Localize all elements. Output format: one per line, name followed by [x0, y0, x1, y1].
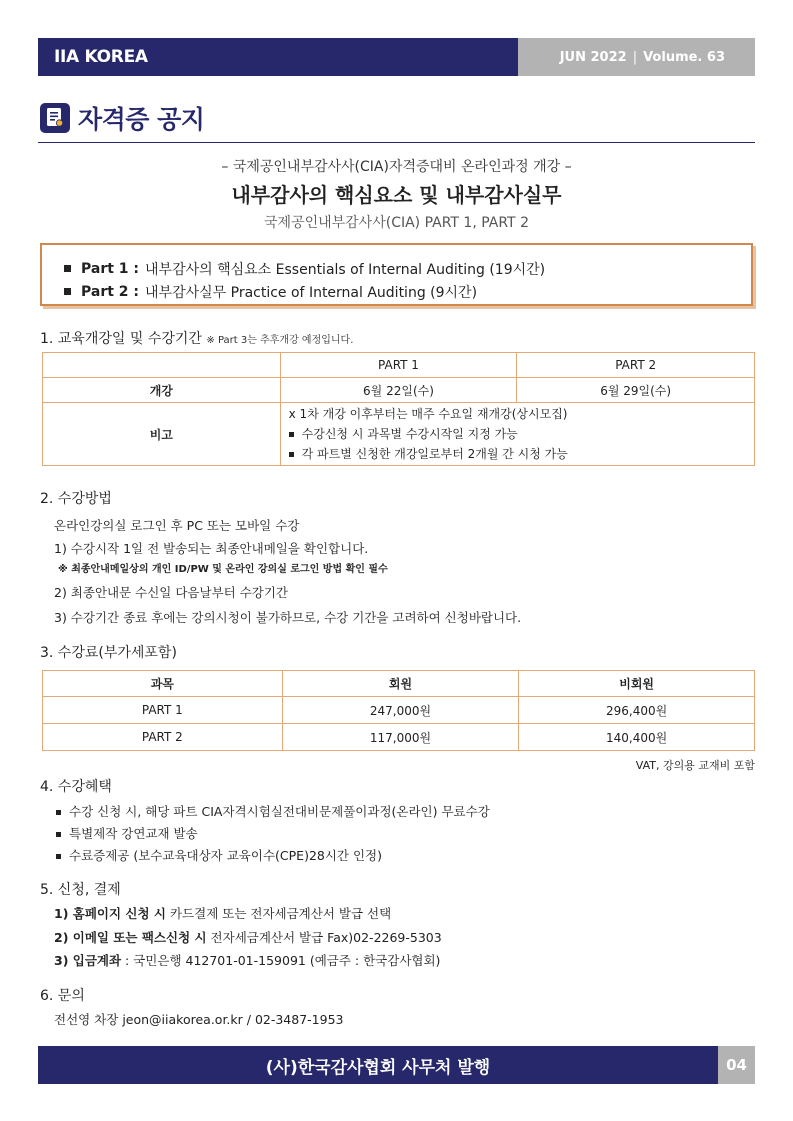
section-1-title: 1. 교육개강일 및 수강기간 — [40, 331, 202, 347]
course-title: 내부감사의 핵심요소 및 내부감사실무 — [231, 183, 562, 207]
section-1-note: ※ Part 3는 추후개강 예정입니다. — [206, 335, 354, 346]
payment-method: 2) 이메일 또는 팩스신청 시 — [54, 930, 207, 945]
payment-detail: : 국민은행 412701-01-159091 (예금주 : 한국감사협회) — [121, 953, 441, 968]
table-cell: 247,000원 — [282, 697, 519, 724]
section-1-heading — [40, 328, 353, 348]
table-header-cell: 비회원 — [519, 671, 755, 697]
table-cell: 140,400원 — [519, 724, 755, 751]
part-text: 내부감사실무 Practice of Internal Auditing (9시간) — [145, 284, 478, 301]
part-label: Part 1 : — [81, 260, 140, 277]
parts-box — [40, 243, 753, 306]
section-2-step: 3) 수강기간 종료 후에는 강의시청이 불가하므로, 수강 기간을 고려하여 신청바랍니다. — [54, 610, 522, 625]
payment-method: 3) 입금계좌 — [54, 953, 122, 968]
remark-text: 수강신청 시 과목별 수강시작일 지정 가능 — [301, 427, 518, 441]
remark-line — [289, 444, 754, 464]
benefit-text: 수료증제공 (보수교육대상자 교육이수(CPE)28시간 인정) — [69, 848, 382, 863]
table-cell: 6월 22일(수) — [280, 378, 517, 403]
fee-note: VAT, 강의용 교재비 포함 — [635, 759, 755, 772]
section-5-title: 5. 신청, 결제 — [40, 882, 121, 898]
table-cell: PART 1 — [43, 697, 283, 724]
payment-item — [54, 904, 391, 922]
certificate-icon — [40, 103, 70, 133]
table-row — [43, 697, 755, 724]
section-4-title: 4. 수강혜택 — [40, 779, 112, 795]
payment-detail: 전자세금계산서 발급 Fax)02-2269-5303 — [206, 930, 442, 945]
issue-date: JUN 2022 — [559, 49, 627, 65]
table-row — [43, 353, 755, 378]
remark-text: 각 파트별 신청한 개강일로부터 2개월 간 시청 가능 — [301, 447, 568, 461]
table-cell: 6월 29일(수) — [517, 378, 755, 403]
issue-volume: Volume. 63 — [643, 49, 725, 65]
table-cell: 117,000원 — [282, 724, 519, 751]
square-bullet-icon — [56, 810, 61, 815]
issue-separator: | — [632, 49, 638, 65]
square-bullet-icon — [289, 452, 294, 457]
benefit-item — [56, 824, 198, 842]
section-2-step: 1) 수강시작 1일 전 발송되는 최종안내메일을 확인합니다. — [54, 541, 369, 556]
section-2-title: 2. 수강방법 — [40, 491, 112, 507]
table-header-cell: 과목 — [43, 671, 283, 697]
issue-info — [518, 38, 755, 76]
section-2-intro: 온라인강의실 로그인 후 PC 또는 모바일 수강 — [54, 518, 300, 533]
section-2-step-note: ※ 최종안내메일상의 개인 ID/PW 및 온라인 강의실 로그인 방법 확인 필수 — [58, 564, 388, 575]
course-overline: – 국제공인내부감사사(CIA)자격증대비 온라인과정 개강 – — [221, 159, 572, 175]
section-2-step: 2) 최종안내문 수신일 다음날부터 수강기간 — [54, 585, 288, 600]
table-header-cell: PART 1 — [280, 353, 517, 378]
table-row — [43, 671, 755, 697]
benefit-item — [56, 802, 490, 820]
remark-line — [289, 424, 754, 444]
section-6-title: 6. 문의 — [40, 988, 85, 1004]
part-item — [64, 257, 751, 280]
table-header-cell — [43, 353, 281, 378]
table-cell: PART 2 — [43, 724, 283, 751]
notice-title — [40, 100, 204, 136]
square-bullet-icon — [56, 854, 61, 859]
page-number: 04 — [718, 1046, 755, 1084]
payment-method: 1) 홈페이지 신청 시 — [54, 906, 166, 921]
benefit-item — [56, 846, 382, 864]
table-cell: 비고 — [43, 403, 281, 466]
payment-item — [54, 951, 440, 969]
part-item — [64, 280, 751, 303]
section-3-title: 3. 수강료(부가세포함) — [40, 645, 177, 661]
square-bullet-icon — [56, 832, 61, 837]
publisher: (사)한국감사협회 사무처 발행 — [38, 1046, 718, 1084]
fee-table — [42, 670, 755, 751]
org-name: IIA KOREA — [38, 38, 518, 76]
title-divider — [38, 142, 755, 143]
header-bar — [38, 38, 755, 76]
course-subtitle: 국제공인내부감사사(CIA) PART 1, PART 2 — [264, 215, 529, 231]
part-text: 내부감사의 핵심요소 Essentials of Internal Auditing (19시간) — [145, 261, 546, 278]
page-title: 자격증 공지 — [78, 105, 205, 134]
remarks-cell — [280, 403, 754, 466]
table-cell: 296,400원 — [519, 697, 755, 724]
table-row — [43, 724, 755, 751]
payment-item — [54, 928, 442, 946]
table-cell: 개강 — [43, 378, 281, 403]
square-bullet-icon — [64, 265, 71, 272]
square-bullet-icon — [64, 288, 71, 295]
part-label: Part 2 : — [81, 283, 140, 300]
benefit-text: 특별제작 강연교재 발송 — [69, 826, 198, 841]
payment-detail: 카드결제 또는 전자세금계산서 발급 선택 — [166, 906, 392, 921]
remark-line: x 1차 개강 이후부터는 매주 수요일 재개강(상시모집) — [288, 407, 568, 421]
table-row — [43, 403, 755, 466]
table-header-cell: 회원 — [282, 671, 519, 697]
contact-info: 전선영 차장 jeon@iiakorea.or.kr / 02-3487-1953 — [54, 1012, 344, 1027]
footer-bar — [38, 1046, 755, 1084]
square-bullet-icon — [289, 432, 294, 437]
table-header-cell: PART 2 — [517, 353, 755, 378]
table-row — [43, 378, 755, 403]
benefit-text: 수강 신청 시, 해당 파트 CIA자격시험실전대비문제풀이과정(온라인) 무료수강 — [69, 804, 490, 819]
schedule-table — [42, 352, 755, 466]
